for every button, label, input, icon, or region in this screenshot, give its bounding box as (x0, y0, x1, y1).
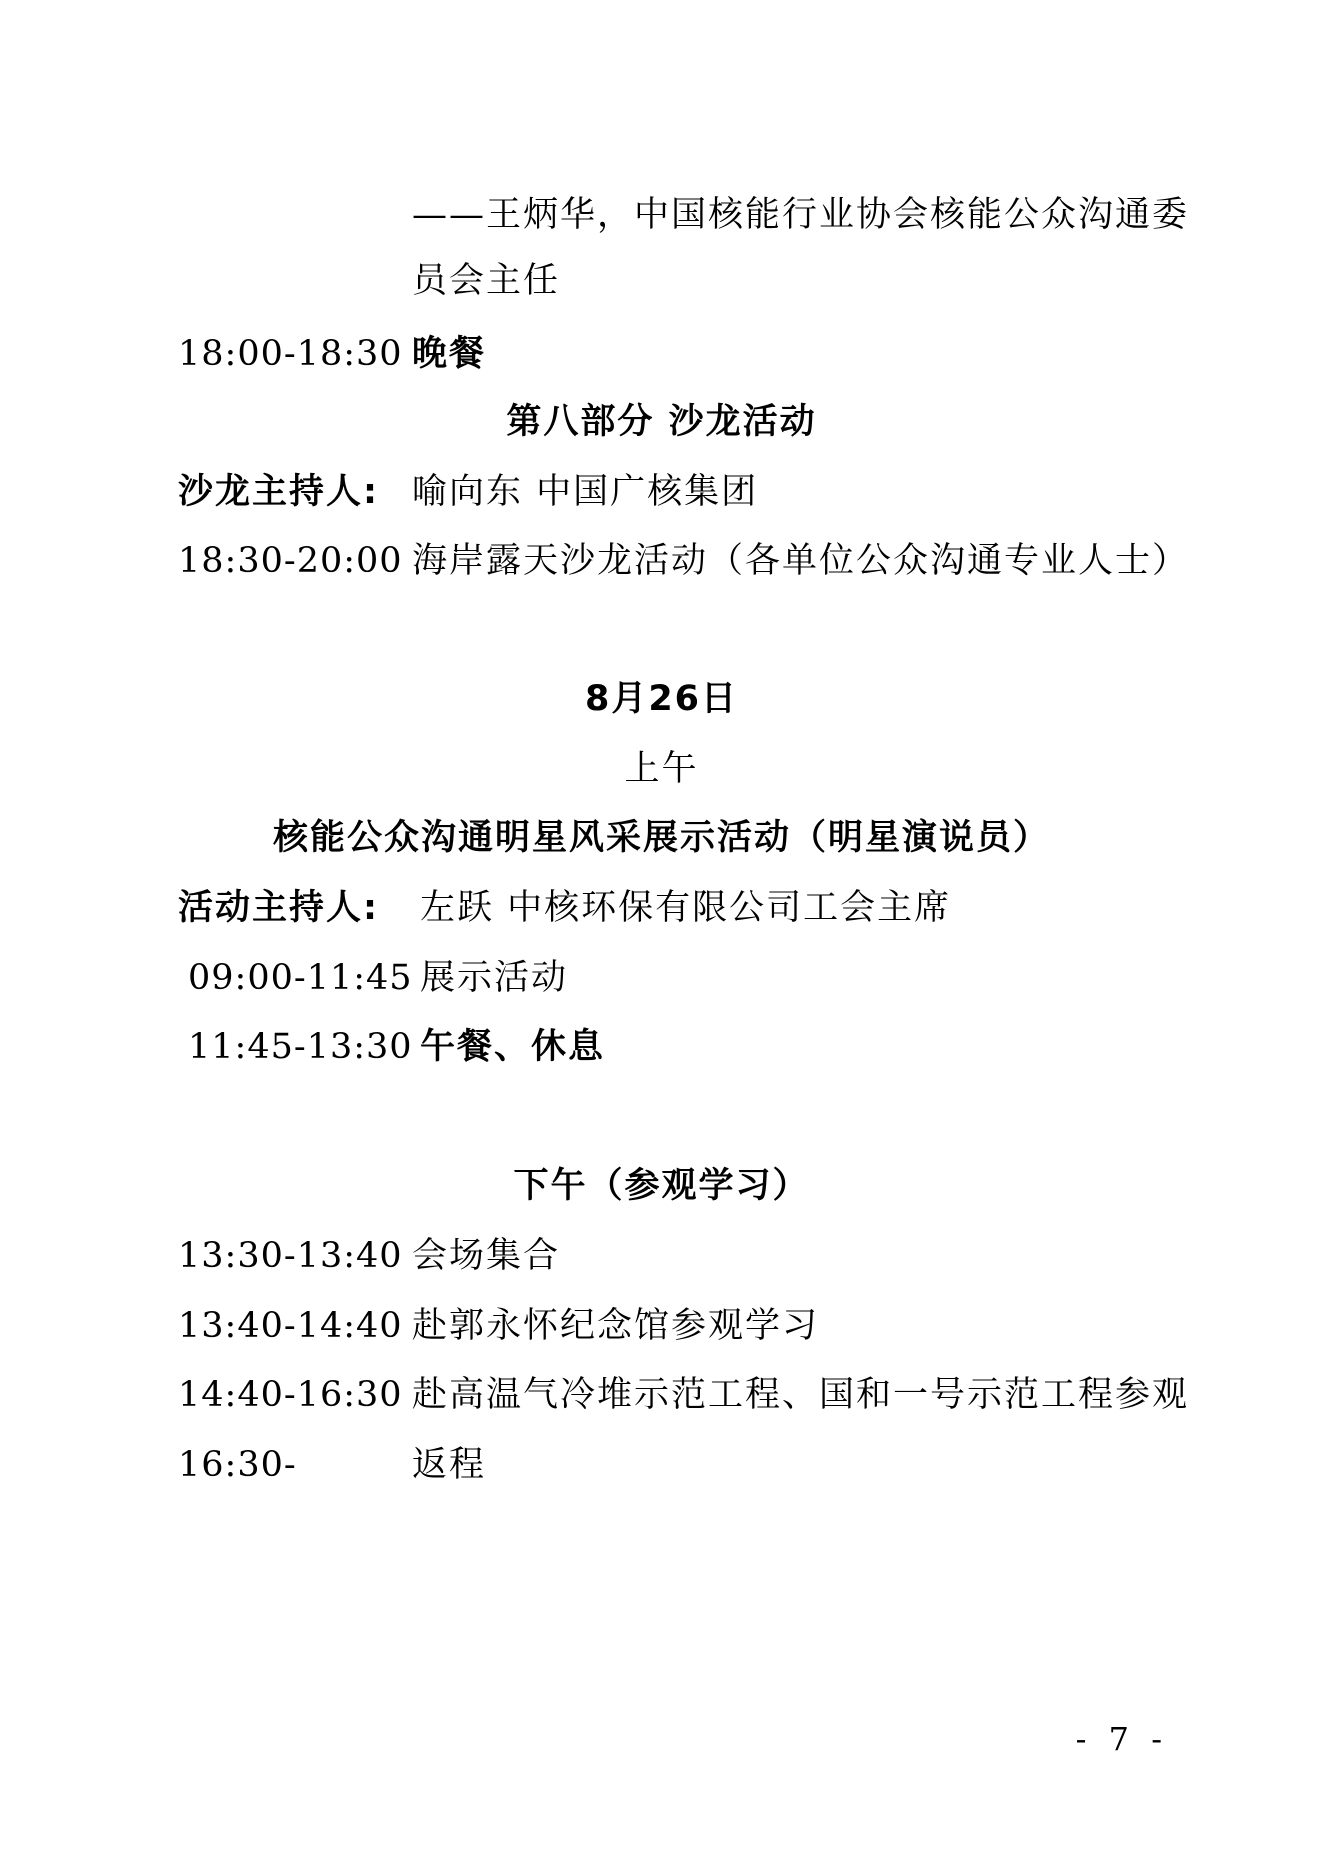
afternoon-item-time: 14:40-16:30 (178, 1375, 403, 1415)
salon-host-value: 喻向东 中国广核集团 (412, 472, 759, 512)
dinner-label: 晚餐 (412, 334, 487, 374)
morning-item-label: 午餐、休息 (420, 1027, 606, 1067)
morning-heading: 上午 (624, 749, 699, 789)
morning-item-time: 09:00-11:45 (188, 958, 413, 998)
afternoon-item-label: 赴郭永怀纪念馆参观学习 (412, 1306, 820, 1346)
showcase-title: 核能公众沟通明星风采展示活动（明星演说员） (272, 818, 1050, 858)
salon-host-label: 沙龙主持人: (178, 472, 379, 512)
afternoon-item-label: 会场集合 (412, 1236, 561, 1276)
afternoon-heading: 下午（参观学习） (513, 1166, 810, 1206)
day-heading: 8月26日 (584, 679, 739, 719)
afternoon-item-time: 13:30-13:40 (178, 1236, 403, 1276)
page-number: - 7 - (1075, 1720, 1168, 1758)
speaker-attribution-line1: ——王炳华，中国核能行业协会核能公众沟通委 (412, 195, 1190, 235)
activity-host-value: 左跃 中核环保有限公司工会主席 (420, 888, 952, 928)
salon-activity-label: 海岸露天沙龙活动（各单位公众沟通专业人士） (412, 541, 1190, 581)
section8-title: 第八部分 沙龙活动 (506, 402, 817, 442)
salon-activity-time: 18:30-20:00 (178, 541, 403, 581)
afternoon-item-label: 赴高温气冷堆示范工程、国和一号示范工程参观 (412, 1375, 1190, 1415)
afternoon-item-label: 返程 (412, 1445, 487, 1485)
dinner-time: 18:00-18:30 (178, 334, 403, 374)
morning-item-label: 展示活动 (420, 958, 569, 998)
morning-item-time: 11:45-13:30 (188, 1027, 413, 1067)
activity-host-label: 活动主持人: (178, 888, 379, 928)
speaker-attribution-line2: 员会主任 (412, 261, 561, 301)
afternoon-item-time: 13:40-14:40 (178, 1306, 403, 1346)
afternoon-item-time: 16:30- (178, 1445, 297, 1485)
